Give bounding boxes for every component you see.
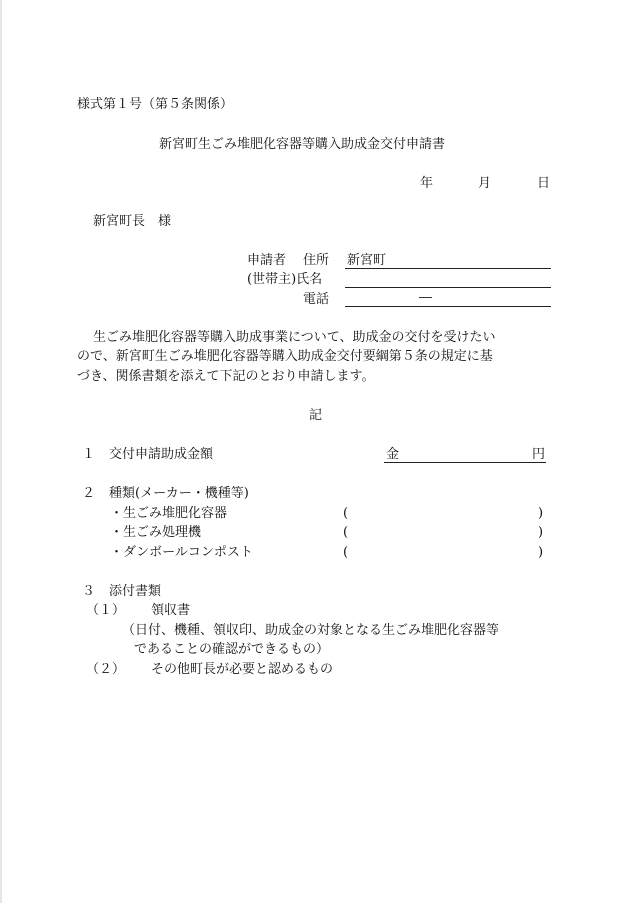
name-label: (世帯主)氏名 [247,272,323,287]
item3-sub1-note-1: （日付、機種、領収印、助成金の対象となる生ごみ堆肥化容器等 [122,623,500,638]
applicant-label: 申請者 [247,253,287,268]
page-title: 新宮町生ごみ堆肥化容器等購入助成金交付申請書 [159,137,446,152]
item2-number: ２ [82,486,96,501]
item2-row-3-label: ・ダンボールコンポスト [110,545,253,560]
phone-underline [345,306,551,307]
item3-label: 添付書類 [109,584,162,599]
date-day: 日 [537,176,551,191]
item2-row-1-label: ・生ごみ堆肥化容器 [110,506,228,521]
item1-kin: 金 [386,447,400,462]
phone-separator: ― [419,290,432,305]
amount-underline [384,462,546,463]
item2-row-3-open: ( [343,545,349,560]
body-line-2: ので、新宮町生ごみ堆肥化容器等購入助成金交付要綱第５条の規定に基 [77,349,493,364]
address-label: 住所 [303,253,330,268]
item2-row-2-open: ( [343,525,349,540]
body-line-3: づき、関係書類を添えて下記のとおり申請します。 [77,369,375,384]
form-number: 様式第１号（第５条関係） [77,97,234,112]
item2-label: 種類(メーカー・機種等) [109,486,249,501]
item3-sub2-label: その他町長が必要と認めるもの [151,662,334,677]
date-month: 月 [478,176,492,191]
phone-label: 電話 [303,292,330,307]
item3-number: ３ [82,584,96,599]
addressee: 新宮町長 様 [93,214,172,229]
body-line-1: 生ごみ堆肥化容器等購入助成事業について、助成金の交付を受けたい [93,330,496,345]
item2-row-3-close: ) [538,545,544,560]
item2-row-2-label: ・生ごみ処理機 [110,525,202,540]
item2-row-1-open: ( [343,506,349,521]
name-underline [345,287,551,288]
item1-number: １ [82,447,96,462]
address-value: 新宮町 [347,253,387,268]
ki-heading: 記 [309,408,323,423]
item2-row-2-close: ) [538,525,544,540]
address-underline [345,268,551,269]
page-edge [0,0,2,903]
item3-sub1-note-2: であることの確認ができるもの） [134,642,330,657]
item3-sub2-number: （２） [86,662,126,677]
date-year: 年 [420,176,434,191]
item1-label: 交付申請助成金額 [109,447,214,462]
item2-row-1-close: ) [538,506,544,521]
item1-en: 円 [532,447,546,462]
item3-sub1-label: 領収書 [151,603,191,618]
item3-sub1-number: （１） [86,603,126,618]
